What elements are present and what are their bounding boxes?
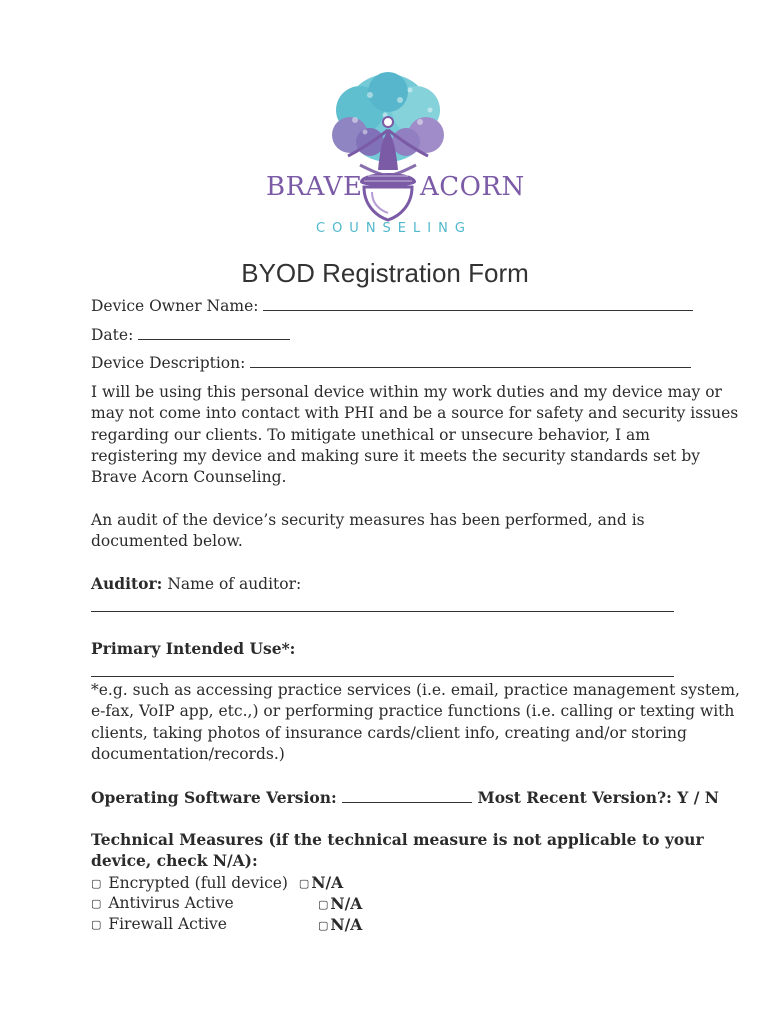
most-recent-label: Most Recent Version?: Y / N <box>477 788 719 807</box>
use-note-line: documentation/records.) <box>91 744 285 763</box>
primary-use-label: Primary Intended Use*: <box>91 639 296 658</box>
checkbox-icon[interactable]: ▢ <box>91 897 102 910</box>
intro-line: may not come into contact with PHI and be a source for safety and security issues <box>91 404 739 423</box>
intro-line: I will be using this personal device within my work duties and my device may or <box>91 383 722 401</box>
checkbox-icon[interactable]: ▢ <box>91 877 102 890</box>
checkbox-icon[interactable]: ▢ <box>91 918 102 931</box>
na-label: N/A <box>311 873 344 892</box>
os-row <box>91 787 719 809</box>
audit-paragraph <box>91 510 681 553</box>
measure-row-firewall <box>91 914 681 937</box>
use-note-line: *e.g. such as accessing practice services (i.e. email, practice management system, <box>91 681 740 699</box>
intro-paragraph <box>91 382 739 488</box>
auditor-row <box>91 573 681 596</box>
primary-use-field[interactable] <box>91 676 674 677</box>
use-note-line: clients, taking photos of insurance cards/client info, creating and/or storing <box>91 723 687 742</box>
date-row <box>91 325 681 347</box>
tech-heading-line: device, check N/A): <box>91 851 258 871</box>
technical-measures-heading <box>91 829 704 872</box>
logo-brand-right: ACORN <box>420 172 525 202</box>
na-label: N/A <box>330 915 363 934</box>
owner-name-field[interactable] <box>263 296 693 311</box>
measure-label: Encrypted (full device) <box>108 874 288 892</box>
measure-label: Antivirus Active <box>108 894 234 912</box>
os-label: Operating Software Version: <box>91 788 337 807</box>
auditor-label: Auditor: <box>91 574 163 593</box>
description-label: Device Description: <box>91 354 246 372</box>
auditor-hint: Name of auditor: <box>167 575 302 593</box>
description-row <box>91 353 681 375</box>
logo-subtitle: COUNSELING <box>316 221 472 236</box>
date-field[interactable] <box>138 325 290 340</box>
owner-name-row <box>91 296 681 318</box>
na-label: N/A <box>330 894 363 913</box>
measure-row-antivirus <box>91 893 681 916</box>
auditor-field[interactable] <box>91 611 674 612</box>
intro-line: regarding our clients. To mitigate unethical or unsecure behavior, I am <box>91 425 650 444</box>
audit-line: documented below. <box>91 532 243 551</box>
intro-line: registering my device and making sure it meets the security standards set by <box>91 446 701 465</box>
measure-row-encrypted <box>91 872 681 896</box>
intro-line: Brave Acorn Counseling. <box>91 468 287 487</box>
tree-acorn-icon <box>260 70 515 245</box>
logo-brand-left: BRAVE <box>266 172 363 202</box>
measure-label: Firewall Active <box>108 915 227 933</box>
audit-line: An audit of the device’s security measures has been performed, and is <box>91 511 645 529</box>
checkbox-icon[interactable]: ▢ <box>298 877 310 890</box>
description-field[interactable] <box>250 353 691 368</box>
checkbox-icon[interactable]: ▢ <box>318 919 329 932</box>
os-version-field[interactable] <box>342 788 472 803</box>
tech-heading-line: Technical Measures (if the technical measure is not applicable to your <box>91 830 704 849</box>
owner-name-label: Device Owner Name: <box>91 297 259 315</box>
brave-acorn-logo <box>260 70 515 245</box>
date-label: Date: <box>91 326 134 344</box>
use-note <box>91 680 740 765</box>
use-note-line: e-fax, VoIP app, etc.,) or performing practice functions (i.e. calling or texting with <box>91 702 735 721</box>
form-title: BYOD Registration Form <box>241 258 529 288</box>
checkbox-icon[interactable]: ▢ <box>318 898 329 911</box>
